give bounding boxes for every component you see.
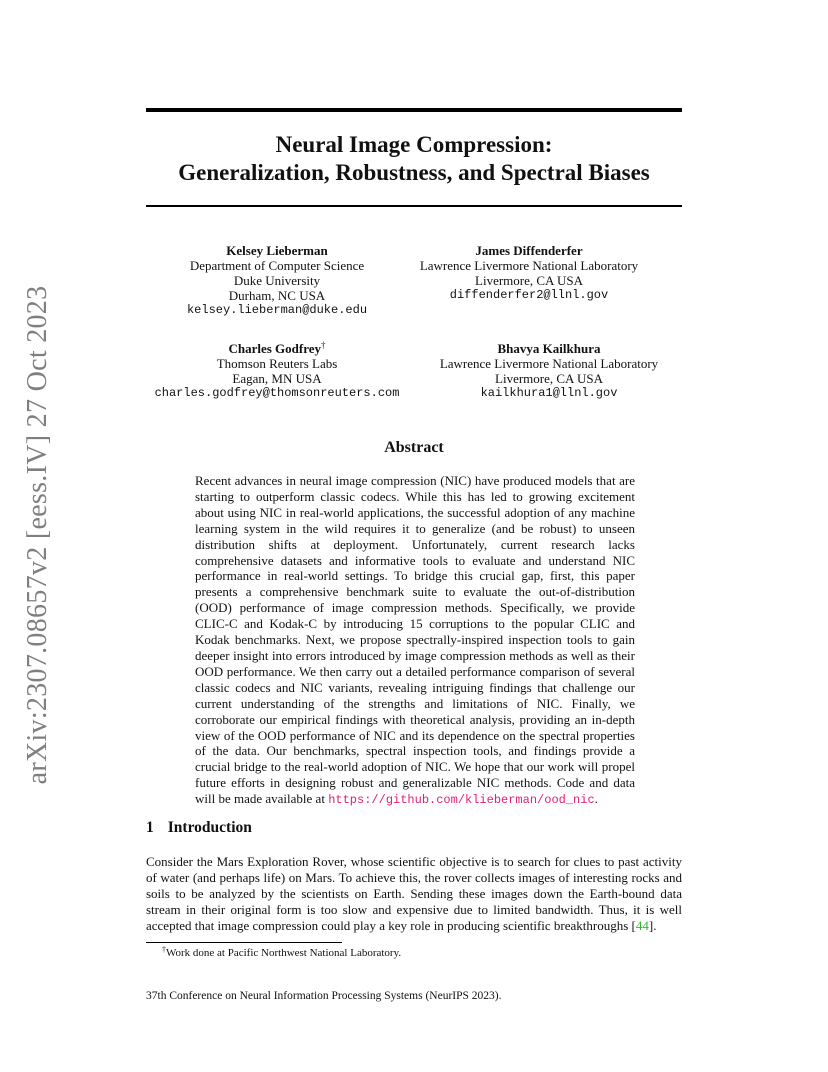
section-title: Introduction (167, 819, 252, 836)
author-block-1 (166, 243, 388, 318)
title-top-rule (146, 108, 682, 112)
code-link[interactable]: https://github.com/klieberman/ood_nic (328, 793, 595, 808)
author-name: Kelsey Lieberman (226, 243, 328, 258)
author-affiliation: Duke University (233, 273, 321, 288)
section-heading (146, 819, 252, 837)
author-name: James Diffenderfer (475, 243, 583, 258)
cite-close: ] (648, 917, 654, 933)
author-affiliation: Lawrence Livermore National Laboratory (419, 258, 639, 273)
author-affiliation: Livermore, CA USA (495, 371, 603, 386)
introduction-text: Consider the Mars Exploration Rover, whose scientific objective is to search for clues to past activity of water (and perhaps life) on Mars. To achieve this, the rover collects images of interesting rocks and soils to be analyzed by the scientists on Earth. Sending these images down the Earth-bound data stream in their original form is too slow and expensive due to limited bandwidth. Thus, it is well accepted that image compression could play a key role in producing scientific breakthroughs (146, 854, 682, 933)
author-name-line (150, 341, 404, 356)
author-block-3 (150, 341, 404, 401)
abstract-end: . (594, 791, 598, 807)
abstract-paragraph: Recent advances in neural image compression (NIC) have produced models that are starting to outperform classic codecs. While this has led to growing excitement about using NIC in real-world applications, the successful adoption of any machine learning system in the wild requires it to generalize (and be robust) to unseen distribution shifts at deployment. Unfortunately, current research lacks comprehensive datasets and informative tools to evaluate and understand NIC performance in real-world settings. To bridge this crucial gap, first, this paper presents a comprehensive benchmark suite to evaluate the out-of-distribution (OOD) performance of image compression methods. Specifically, we provide CLIC-C and Kodak-C by introducing 15 corruptions to the popular CLIC and Kodak benchmarks. Next, we propose spectrally-inspired inspection tools to gain deeper insight into errors introduced by image compression methods as well as their OOD performance. We then carry out a detailed performance comparison of several classic codecs and NIC variants, revealing intriguing findings that challenge our current understanding of the strengths and limitations of NIC. Finally, we corroborate our empirical findings with theoretical analysis, providing an in-depth view of the OOD performance of NIC and its dependence on the spectral properties of the data. Our benchmarks, spectral inspection tools, and findings provide a crucial bridge to the real-world adoption of NIC. We hope that our work will propel future efforts in designing robust and generalizable NIC methods. Code and data will be made available at (195, 473, 635, 807)
section-number: 1 (146, 819, 154, 836)
author-email: kelsey.lieberman@duke.edu (186, 303, 368, 317)
title-line-1: Neural Image Compression: (275, 132, 553, 157)
footnote-marker: † (162, 945, 166, 954)
author-affiliation: Thomson Reuters Labs (216, 356, 338, 371)
author-email: kailkhura1@llnl.gov (480, 386, 618, 400)
author-name: Charles Godfrey (228, 341, 322, 356)
footnote-text: Work done at Pacific Northwest National Laboratory. (166, 947, 402, 959)
author-affiliation: Durham, NC USA (228, 288, 326, 303)
cite-open: [ (628, 917, 636, 933)
footnote-marker: † (321, 340, 326, 350)
author-affiliation: Department of Computer Science (189, 258, 365, 273)
author-email: charles.godfrey@thomsonreuters.com (154, 386, 400, 400)
paper-title (146, 131, 682, 187)
conference-venue: 37th Conference on Neural Information Processing Systems (NeurIPS 2023). (146, 990, 502, 1002)
author-block-2 (404, 243, 654, 303)
arxiv-identifier: arXiv:2307.08657v2 [eess.IV] 27 Oct 2023 (22, 285, 53, 785)
author-email: diffenderfer2@llnl.gov (449, 288, 609, 302)
introduction-paragraph (146, 854, 682, 934)
title-line-2: Generalization, Robustness, and Spectral Biases (178, 160, 650, 185)
citation-link[interactable]: 44 (635, 917, 649, 933)
abstract-heading: Abstract (384, 439, 444, 456)
footnote-rule (146, 942, 342, 943)
author-affiliation: Eagan, MN USA (232, 371, 322, 386)
footnote (162, 947, 401, 959)
author-block-4 (424, 341, 674, 401)
introduction-end: . (653, 917, 657, 933)
author-affiliation: Livermore, CA USA (475, 273, 583, 288)
title-bottom-rule (146, 205, 682, 207)
abstract-text (195, 473, 635, 809)
author-name: Bhavya Kailkhura (497, 341, 601, 356)
author-affiliation: Lawrence Livermore National Laboratory (439, 356, 659, 371)
